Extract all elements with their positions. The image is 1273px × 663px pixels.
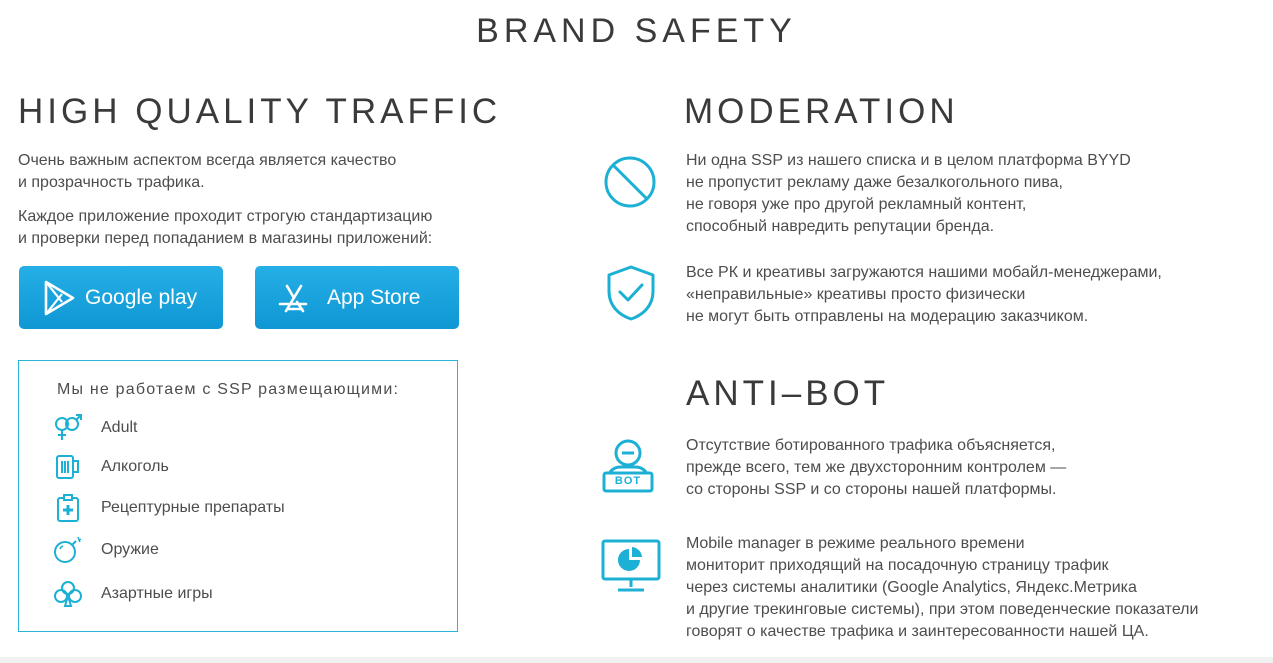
club-suit-icon (53, 579, 83, 609)
paragraph-line: мониторит приходящий на посадочную страницу трафик (686, 557, 1109, 574)
anti-bot-text-1 (686, 435, 1066, 501)
google-play-icon (41, 280, 77, 316)
list-item-label: Азартные игры (101, 585, 213, 602)
paragraph-line: и другие трекинговые системы), при этом поведенческие показатели (686, 601, 1199, 618)
paragraph-line: через системы аналитики (Google Analytics, Яндекс.Метрика (686, 579, 1137, 596)
paragraph-line: Очень важным аспектом всегда является качество (18, 152, 397, 169)
beer-mug-icon (53, 452, 83, 482)
paragraph-line: Отсутствие ботированного трафика объясняется, (686, 437, 1056, 454)
paragraph-line: Все РК и креативы загружаются нашими мобайл-менеджерами, (686, 264, 1162, 281)
traffic-paragraph-1 (18, 150, 396, 194)
bot-icon (601, 437, 655, 493)
google-play-label: Google play (85, 285, 198, 309)
paragraph-line: не говоря уже про другой рекламный контент, (686, 196, 1027, 213)
app-store-label: App Store (327, 285, 421, 309)
high-quality-traffic-title: HIGH QUALITY TRAFFIC (18, 92, 502, 131)
list-item (53, 493, 285, 523)
moderation-title: MODERATION (684, 92, 959, 131)
paragraph-line: со стороны SSP и со стороны нашей платформы. (686, 481, 1057, 498)
paragraph-line: и проверки перед попаданием в магазины приложений: (18, 230, 433, 247)
app-store-button[interactable] (255, 266, 459, 329)
google-play-button[interactable] (19, 266, 223, 329)
list-item (53, 452, 169, 482)
list-item (53, 413, 137, 443)
list-item-label: Adult (101, 419, 138, 436)
prohibited-icon (603, 155, 657, 214)
app-store-icon (277, 281, 311, 315)
bottom-divider (0, 657, 1273, 663)
paragraph-line: Mobile manager в режиме реального времени (686, 535, 1025, 552)
shield-check-icon (605, 264, 657, 327)
paragraph-line: говорят о качестве трафика и заинтересованности нашей ЦА. (686, 623, 1149, 640)
moderation-text-1 (686, 150, 1131, 238)
paragraph-line: не могут быть отправлены на модерацию заказчиком. (686, 308, 1089, 325)
traffic-paragraph-2 (18, 206, 432, 250)
moderation-text-2 (686, 262, 1162, 328)
medical-clipboard-icon (53, 493, 83, 523)
list-item-label: Алкоголь (101, 458, 169, 475)
excluded-categories-box (18, 360, 458, 632)
list-item (53, 579, 213, 609)
page-title: BRAND SAFETY (476, 12, 797, 50)
paragraph-line: прежде всего, тем же двухсторонним контролем — (686, 459, 1067, 476)
paragraph-line: не пропустит рекламу даже безалкогольного пива, (686, 174, 1063, 191)
paragraph-line: Ни одна SSP из нашего списка и в целом платформа BYYD (686, 152, 1131, 169)
paragraph-line: Каждое приложение проходит строгую стандартизацию (18, 208, 433, 225)
anti-bot-title: ANTI–BOT (686, 374, 890, 413)
bomb-icon (53, 535, 83, 565)
paragraph-line: «неправильные» креативы просто физически (686, 286, 1026, 303)
gender-icon (53, 413, 83, 443)
paragraph-line: и прозрачность трафика. (18, 174, 205, 191)
excluded-categories-title: Мы не работаем с SSP размещающими: (57, 381, 400, 398)
paragraph-line: способный навредить репутации бренда. (686, 218, 995, 235)
list-item-label: Оружие (101, 541, 159, 558)
list-item (53, 535, 159, 565)
list-item-label: Рецептурные препараты (101, 499, 285, 516)
anti-bot-text-2 (686, 533, 1198, 643)
bot-badge-label: BOT (614, 475, 642, 487)
analytics-monitor-icon (600, 538, 662, 599)
